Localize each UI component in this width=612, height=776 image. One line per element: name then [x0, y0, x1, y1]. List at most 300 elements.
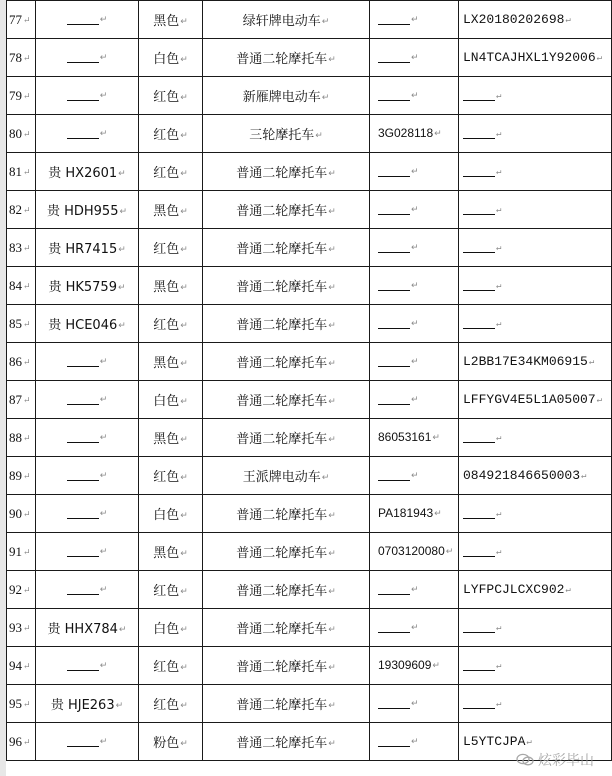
- plate-cell-text: 贵 HK5759: [48, 280, 117, 295]
- plate-cell: [36, 533, 139, 571]
- blank-line: [463, 129, 495, 139]
- paragraph-return-icon: ↵: [23, 699, 31, 710]
- paragraph-return-icon: ↵: [23, 243, 31, 254]
- table-row: [7, 1, 612, 39]
- plate-cell: [36, 343, 139, 381]
- vehicle-type-cell-text: 普通二轮摩托车: [236, 736, 328, 751]
- paragraph-return-icon: ↵: [581, 470, 587, 481]
- plate-cell: [36, 723, 139, 761]
- vin-cell: [459, 115, 612, 153]
- engine-number-cell: [370, 191, 459, 229]
- vin-cell: [459, 343, 612, 381]
- color-cell: [139, 229, 203, 267]
- table-row: [7, 267, 612, 305]
- paragraph-return-icon: ↵: [99, 52, 108, 63]
- paragraph-return-icon: ↵: [328, 586, 336, 597]
- paragraph-return-icon: ↵: [23, 281, 31, 292]
- vehicle-type-cell-text: 普通二轮摩托车: [236, 584, 328, 599]
- paragraph-return-icon: ↵: [328, 244, 336, 255]
- engine-number-cell: [370, 1, 459, 39]
- blank-line: [378, 471, 410, 481]
- color-cell-text: 黑色: [153, 280, 180, 295]
- color-cell: [139, 77, 203, 115]
- color-cell-text: 黑色: [153, 546, 180, 561]
- color-cell-text: 红色: [153, 318, 180, 333]
- paragraph-return-icon: ↵: [496, 204, 502, 215]
- blank-line: [463, 205, 495, 215]
- row-number-cell-text: 91: [9, 543, 22, 559]
- paragraph-return-icon: ↵: [180, 168, 188, 179]
- paragraph-return-icon: ↵: [411, 318, 419, 329]
- paragraph-return-icon: ↵: [588, 356, 595, 367]
- paragraph-return-icon: ↵: [411, 204, 419, 215]
- vin-cell: [459, 571, 612, 609]
- vehicle-type-cell-text: 普通二轮摩托车: [236, 660, 328, 675]
- blank-line: [378, 53, 410, 63]
- vehicle-type-cell-text: 普通二轮摩托车: [236, 394, 328, 409]
- vehicle-type-cell: [203, 495, 370, 533]
- color-cell-text: 粉色: [153, 736, 180, 751]
- paragraph-return-icon: ↵: [315, 130, 323, 141]
- vin-cell: [459, 267, 612, 305]
- row-number-cell: [7, 77, 36, 115]
- paragraph-return-icon: ↵: [23, 737, 31, 748]
- paragraph-return-icon: ↵: [180, 54, 188, 65]
- row-number-cell-text: 89: [9, 467, 22, 483]
- engine-number-cell: [370, 457, 459, 495]
- vehicle-type-cell-text: 普通二轮摩托车: [236, 52, 328, 67]
- plate-cell: [36, 571, 139, 609]
- table-row: [7, 115, 612, 153]
- vin-cell: [459, 457, 612, 495]
- blank-line: [378, 91, 410, 101]
- paragraph-return-icon: ↵: [99, 128, 108, 139]
- vin-cell: [459, 1, 612, 39]
- row-number-cell-text: 94: [9, 657, 22, 673]
- paragraph-return-icon: ↵: [496, 128, 502, 139]
- color-cell-text: 黑色: [153, 432, 180, 447]
- color-cell: [139, 115, 203, 153]
- paragraph-return-icon: ↵: [180, 548, 188, 559]
- vin-cell: [459, 381, 612, 419]
- row-number-cell: [7, 419, 36, 457]
- row-number-cell-text: 87: [9, 391, 22, 407]
- blank-line: [378, 585, 410, 595]
- paragraph-return-icon: ↵: [328, 320, 336, 331]
- paragraph-return-icon: ↵: [411, 280, 419, 291]
- paragraph-return-icon: ↵: [23, 91, 31, 102]
- vehicle-type-cell-text: 普通二轮摩托车: [236, 318, 328, 333]
- row-number-cell: [7, 609, 36, 647]
- vin-cell: [459, 495, 612, 533]
- vehicle-type-cell-text: 新雁牌电动车: [242, 90, 321, 105]
- color-cell-text: 红色: [153, 698, 180, 713]
- blank-line: [378, 395, 410, 405]
- vehicle-type-cell: [203, 685, 370, 723]
- blank-line: [378, 319, 410, 329]
- engine-number-cell: [370, 495, 459, 533]
- table-row: [7, 533, 612, 571]
- paragraph-return-icon: ↵: [496, 660, 502, 671]
- color-cell-text: 红色: [153, 660, 180, 675]
- paragraph-return-icon: ↵: [496, 508, 502, 519]
- paragraph-return-icon: ↵: [118, 168, 126, 179]
- vehicle-type-cell: [203, 115, 370, 153]
- paragraph-return-icon: ↵: [23, 53, 31, 64]
- table-row: [7, 153, 612, 191]
- paragraph-return-icon: ↵: [526, 736, 532, 747]
- paragraph-return-icon: ↵: [411, 166, 419, 177]
- blank-line: [67, 395, 99, 405]
- plate-cell-text: 贵 HDH955: [46, 204, 119, 219]
- vin-cell-text: LYFPCJLCXC902: [463, 582, 565, 597]
- plate-cell: [36, 381, 139, 419]
- paragraph-return-icon: ↵: [23, 319, 31, 330]
- paragraph-return-icon: ↵: [180, 624, 188, 635]
- row-number-cell-text: 93: [9, 619, 22, 635]
- blank-line: [463, 699, 495, 709]
- row-number-cell: [7, 647, 36, 685]
- blank-line: [378, 15, 410, 25]
- paragraph-return-icon: ↵: [445, 546, 454, 557]
- blank-line: [67, 509, 99, 519]
- vehicle-type-cell-text: 普通二轮摩托车: [236, 508, 328, 523]
- plate-cell: [36, 609, 139, 647]
- row-number-cell: [7, 229, 36, 267]
- paragraph-return-icon: ↵: [180, 472, 188, 483]
- vehicle-type-cell-text: 普通二轮摩托车: [236, 622, 328, 637]
- paragraph-return-icon: ↵: [99, 90, 108, 101]
- paragraph-return-icon: ↵: [99, 660, 108, 671]
- blank-line: [463, 243, 495, 253]
- paragraph-return-icon: ↵: [321, 472, 330, 483]
- paragraph-return-icon: ↵: [23, 395, 31, 406]
- row-number-cell-text: 80: [9, 125, 22, 141]
- paragraph-return-icon: ↵: [411, 242, 419, 253]
- vin-cell: [459, 191, 612, 229]
- paragraph-return-icon: ↵: [23, 585, 31, 596]
- paragraph-return-icon: ↵: [434, 128, 442, 139]
- vehicle-type-cell: [203, 457, 370, 495]
- row-number-cell-text: 86: [9, 353, 22, 369]
- engine-number-cell: [370, 533, 459, 571]
- paragraph-return-icon: ↵: [496, 546, 502, 557]
- color-cell-text: 红色: [153, 584, 180, 599]
- blank-line: [378, 623, 410, 633]
- paragraph-return-icon: ↵: [328, 206, 336, 217]
- engine-number-cell: [370, 381, 459, 419]
- row-number-cell: [7, 723, 36, 761]
- paragraph-return-icon: ↵: [411, 356, 419, 367]
- blank-line: [378, 737, 410, 747]
- vehicle-type-cell-text: 普通二轮摩托车: [236, 166, 328, 181]
- blank-line: [67, 661, 99, 671]
- paragraph-return-icon: ↵: [180, 510, 188, 521]
- paragraph-return-icon: ↵: [119, 206, 128, 217]
- vehicle-type-cell: [203, 229, 370, 267]
- color-cell-text: 黑色: [153, 204, 180, 219]
- color-cell-text: 黑色: [153, 356, 180, 371]
- blank-line: [67, 737, 99, 747]
- paragraph-return-icon: ↵: [180, 282, 188, 293]
- paragraph-return-icon: ↵: [180, 396, 188, 407]
- color-cell: [139, 191, 203, 229]
- paragraph-return-icon: ↵: [328, 624, 336, 635]
- paragraph-return-icon: ↵: [328, 662, 336, 673]
- row-number-cell-text: 90: [9, 505, 22, 521]
- blank-line: [463, 623, 495, 633]
- color-cell: [139, 39, 203, 77]
- paragraph-return-icon: ↵: [23, 433, 31, 444]
- vehicle-type-cell: [203, 267, 370, 305]
- color-cell-text: 红色: [153, 90, 180, 105]
- blank-line: [463, 509, 495, 519]
- paragraph-return-icon: ↵: [115, 700, 124, 711]
- paragraph-return-icon: ↵: [23, 623, 31, 634]
- vehicle-type-cell-text: 普通二轮摩托车: [236, 432, 328, 447]
- blank-line: [67, 15, 99, 25]
- vehicle-type-cell-text: 王派牌电动车: [242, 470, 321, 485]
- chat-bubble-icon: [516, 753, 534, 767]
- row-number-cell-text: 85: [9, 315, 22, 331]
- vin-cell: [459, 229, 612, 267]
- blank-line: [67, 433, 99, 443]
- paragraph-return-icon: ↵: [180, 662, 188, 673]
- vehicle-type-cell: [203, 305, 370, 343]
- vin-cell-text: L2BB17E34KM06915: [463, 354, 588, 369]
- engine-number-cell: [370, 229, 459, 267]
- paragraph-return-icon: ↵: [496, 318, 502, 329]
- vin-cell-text: LFFYGV4E5L1A05007: [463, 392, 596, 407]
- vehicle-type-cell: [203, 381, 370, 419]
- paragraph-return-icon: ↵: [432, 432, 440, 443]
- table-row: [7, 305, 612, 343]
- color-cell: [139, 381, 203, 419]
- color-cell: [139, 647, 203, 685]
- blank-line: [378, 167, 410, 177]
- engine-number-cell: [370, 39, 459, 77]
- vehicle-type-cell-text: 绿轩牌电动车: [242, 14, 321, 29]
- blank-line: [67, 357, 99, 367]
- paragraph-return-icon: ↵: [411, 470, 419, 481]
- row-number-cell-text: 83: [9, 239, 22, 255]
- engine-number-cell: [370, 647, 459, 685]
- paragraph-return-icon: ↵: [23, 547, 31, 558]
- plate-cell-text: 贵 HJE263: [50, 698, 115, 713]
- vin-cell: [459, 39, 612, 77]
- paragraph-return-icon: ↵: [99, 508, 108, 519]
- table-row: [7, 571, 612, 609]
- paragraph-return-icon: ↵: [411, 584, 419, 595]
- blank-line: [67, 129, 99, 139]
- color-cell-text: 白色: [153, 622, 180, 637]
- paragraph-return-icon: ↵: [23, 471, 31, 482]
- paragraph-return-icon: ↵: [328, 396, 336, 407]
- paragraph-return-icon: ↵: [99, 470, 108, 481]
- paragraph-return-icon: ↵: [23, 129, 31, 140]
- engine-number-cell: [370, 685, 459, 723]
- blank-line: [67, 585, 99, 595]
- row-number-cell: [7, 381, 36, 419]
- watermark: [516, 750, 594, 770]
- vehicle-type-cell: [203, 191, 370, 229]
- vehicle-type-cell: [203, 1, 370, 39]
- paragraph-return-icon: ↵: [99, 584, 108, 595]
- blank-line: [378, 357, 410, 367]
- table-row: [7, 343, 612, 381]
- vehicle-type-cell-text: 普通二轮摩托车: [236, 546, 328, 561]
- row-number-cell: [7, 457, 36, 495]
- engine-number-cell: [370, 115, 459, 153]
- vin-cell: [459, 419, 612, 457]
- color-cell: [139, 267, 203, 305]
- paragraph-return-icon: ↵: [411, 622, 419, 633]
- row-number-cell: [7, 1, 36, 39]
- paragraph-return-icon: ↵: [411, 736, 419, 747]
- paragraph-return-icon: ↵: [118, 624, 127, 635]
- blank-line: [463, 661, 495, 671]
- blank-line: [463, 167, 495, 177]
- color-cell-text: 红色: [153, 166, 180, 181]
- paragraph-return-icon: ↵: [99, 546, 108, 557]
- paragraph-return-icon: ↵: [496, 166, 502, 177]
- engine-number-cell-text: 19309609: [378, 658, 432, 672]
- blank-line: [463, 91, 495, 101]
- paragraph-return-icon: ↵: [23, 15, 31, 26]
- color-cell-text: 红色: [153, 470, 180, 485]
- paragraph-return-icon: ↵: [118, 320, 126, 331]
- blank-line: [378, 243, 410, 253]
- color-cell-text: 红色: [153, 128, 180, 143]
- color-cell-text: 白色: [153, 508, 180, 523]
- table-row: [7, 419, 612, 457]
- blank-line: [67, 91, 99, 101]
- paragraph-return-icon: ↵: [411, 14, 419, 25]
- color-cell-text: 白色: [153, 394, 180, 409]
- plate-cell: [36, 229, 139, 267]
- color-cell: [139, 305, 203, 343]
- paragraph-return-icon: ↵: [328, 434, 336, 445]
- color-cell-text: 白色: [153, 52, 180, 67]
- row-number-cell-text: 84: [9, 277, 22, 293]
- paragraph-return-icon: ↵: [180, 244, 188, 255]
- blank-line: [463, 547, 495, 557]
- table-row: [7, 647, 612, 685]
- table-row: [7, 77, 612, 115]
- plate-cell-text: 贵 HR7415: [48, 242, 118, 257]
- color-cell: [139, 723, 203, 761]
- table-row: [7, 685, 612, 723]
- engine-number-cell-text: 3G028118: [378, 126, 434, 140]
- paragraph-return-icon: ↵: [496, 90, 502, 101]
- row-number-cell: [7, 115, 36, 153]
- row-number-cell-text: 82: [9, 201, 22, 217]
- plate-cell: [36, 305, 139, 343]
- color-cell: [139, 495, 203, 533]
- engine-number-cell: [370, 419, 459, 457]
- paragraph-return-icon: ↵: [496, 280, 502, 291]
- blank-line: [378, 281, 410, 291]
- blank-line: [67, 547, 99, 557]
- row-number-cell-text: 88: [9, 429, 22, 445]
- engine-number-cell-text: 0703120080: [378, 544, 445, 558]
- paragraph-return-icon: ↵: [180, 92, 188, 103]
- color-cell-text: 黑色: [153, 14, 180, 29]
- plate-cell: [36, 39, 139, 77]
- vehicle-type-cell-text: 普通二轮摩托车: [236, 280, 328, 295]
- vehicle-type-cell: [203, 609, 370, 647]
- color-cell: [139, 153, 203, 191]
- paragraph-return-icon: ↵: [180, 206, 188, 217]
- paragraph-return-icon: ↵: [99, 736, 108, 747]
- paragraph-return-icon: ↵: [596, 394, 603, 405]
- plate-cell: [36, 457, 139, 495]
- blank-line: [378, 205, 410, 215]
- plate-cell-text: 贵 HHX784: [47, 622, 118, 637]
- vehicle-type-cell: [203, 39, 370, 77]
- engine-number-cell: [370, 343, 459, 381]
- paragraph-return-icon: ↵: [23, 509, 31, 520]
- paragraph-return-icon: ↵: [180, 586, 188, 597]
- color-cell: [139, 609, 203, 647]
- table-row: [7, 457, 612, 495]
- plate-cell: [36, 419, 139, 457]
- vehicle-table-body: [7, 1, 612, 761]
- paragraph-return-icon: ↵: [99, 432, 108, 443]
- vehicle-type-cell: [203, 723, 370, 761]
- engine-number-cell: [370, 609, 459, 647]
- paragraph-return-icon: ↵: [23, 357, 31, 368]
- color-cell: [139, 571, 203, 609]
- vehicle-type-cell: [203, 343, 370, 381]
- paragraph-return-icon: ↵: [328, 700, 336, 711]
- row-number-cell: [7, 39, 36, 77]
- paragraph-return-icon: ↵: [496, 242, 502, 253]
- paragraph-return-icon: ↵: [328, 282, 336, 293]
- color-cell: [139, 343, 203, 381]
- row-number-cell: [7, 533, 36, 571]
- row-number-cell: [7, 343, 36, 381]
- vin-cell: [459, 609, 612, 647]
- vehicle-table: [6, 0, 612, 761]
- blank-line: [67, 471, 99, 481]
- paragraph-return-icon: ↵: [328, 548, 336, 559]
- row-number-cell: [7, 685, 36, 723]
- paragraph-return-icon: ↵: [180, 700, 188, 711]
- color-cell: [139, 1, 203, 39]
- engine-number-cell: [370, 305, 459, 343]
- table-row: [7, 39, 612, 77]
- vin-cell: [459, 305, 612, 343]
- paragraph-return-icon: ↵: [99, 394, 108, 405]
- vin-cell-text: 084921846650003: [463, 468, 581, 483]
- paragraph-return-icon: ↵: [328, 738, 336, 749]
- engine-number-cell-text: 86053161: [378, 430, 432, 444]
- paragraph-return-icon: ↵: [328, 168, 336, 179]
- paragraph-return-icon: ↵: [411, 52, 419, 63]
- paragraph-return-icon: ↵: [180, 738, 188, 749]
- row-number-cell-text: 78: [9, 49, 22, 65]
- paragraph-return-icon: ↵: [411, 394, 419, 405]
- vin-cell: [459, 533, 612, 571]
- color-cell: [139, 533, 203, 571]
- paragraph-return-icon: ↵: [328, 54, 336, 65]
- row-number-cell-text: 77: [9, 11, 22, 27]
- paragraph-return-icon: ↵: [180, 16, 188, 27]
- blank-line: [463, 433, 495, 443]
- plate-cell: [36, 153, 139, 191]
- table-row: [7, 191, 612, 229]
